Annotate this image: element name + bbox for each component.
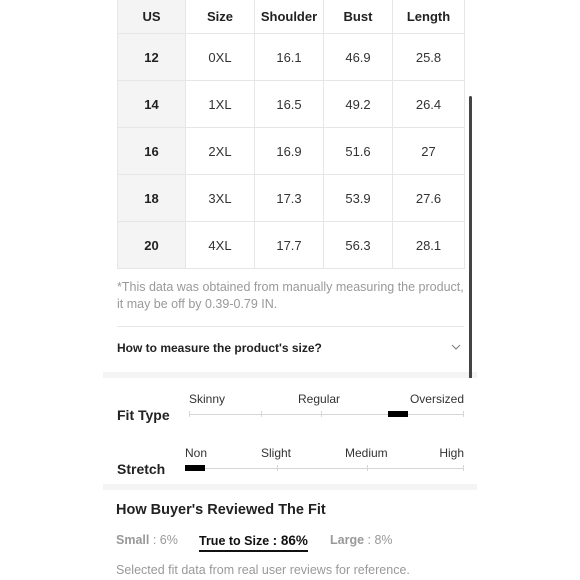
- cell-size: 4XL: [186, 222, 255, 269]
- cell-size: 1XL: [186, 81, 255, 128]
- cell-length: 27: [393, 128, 465, 175]
- stretch-option-high: High: [439, 446, 464, 460]
- chevron-down-icon: [450, 341, 462, 353]
- stretch-option-medium: Medium: [345, 446, 388, 460]
- stat-small: [116, 533, 178, 547]
- measurement-disclaimer: *This data was obtained from manually measuring the product, it may be off by 0.39-0.79 IN.: [117, 280, 464, 311]
- fit-review-panel: [103, 490, 477, 580]
- cell-us: 20: [118, 222, 186, 269]
- cell-bust: 51.6: [324, 128, 393, 175]
- cell-us: 12: [118, 34, 186, 81]
- cell-bust: 46.9: [324, 34, 393, 81]
- stat-true-to-size-value: : 86%: [272, 533, 308, 548]
- track-tick: [367, 465, 368, 471]
- stat-large-label: Large: [330, 533, 365, 547]
- fit-option-skinny: Skinny: [189, 392, 226, 406]
- cell-shoulder: 16.1: [255, 34, 324, 81]
- cell-shoulder: 17.7: [255, 222, 324, 269]
- review-title: How Buyer's Reviewed The Fit: [116, 502, 326, 518]
- cell-shoulder: 16.5: [255, 81, 324, 128]
- cell-us: 16: [118, 128, 186, 175]
- cell-length: 28.1: [393, 222, 465, 269]
- fit-type-indicator: [388, 411, 408, 417]
- cell-length: 27.6: [393, 175, 465, 222]
- cell-size: 3XL: [186, 175, 255, 222]
- stat-large-value: : 8%: [367, 533, 393, 547]
- fit-panel: [103, 378, 477, 484]
- fit-option-regular: Regular: [298, 392, 341, 406]
- cell-length: 26.4: [393, 81, 465, 128]
- track-tick: [277, 465, 278, 471]
- cell-size: 0XL: [186, 34, 255, 81]
- table-row: [118, 222, 465, 269]
- column-header-bust: Bust: [324, 0, 393, 34]
- column-header-us: US: [118, 0, 186, 34]
- cell-us: 18: [118, 175, 186, 222]
- size-table: [117, 0, 465, 269]
- scrollbar[interactable]: [469, 96, 472, 402]
- table-row: [118, 128, 465, 175]
- table-row: [118, 81, 465, 128]
- fit-type-label: Fit Type: [117, 407, 170, 423]
- stat-large: [330, 533, 393, 547]
- track-tick: [463, 465, 464, 471]
- track-tick: [463, 411, 464, 417]
- track-tick: [261, 411, 262, 417]
- cell-us: 14: [118, 81, 186, 128]
- stretch-indicator: [185, 465, 205, 471]
- column-header-size: Size: [186, 0, 255, 34]
- table-row: [118, 34, 465, 81]
- how-to-measure-label: How to measure the product's size?: [117, 341, 322, 355]
- size-chart-panel: [103, 0, 477, 372]
- cell-shoulder: 17.3: [255, 175, 324, 222]
- column-header-shoulder: Shoulder: [255, 0, 324, 34]
- track-tick: [189, 411, 190, 417]
- stretch-track: [185, 468, 464, 469]
- stat-small-label: Small: [116, 533, 150, 547]
- fit-review-stats: [116, 533, 466, 555]
- cell-size: 2XL: [186, 128, 255, 175]
- stretch-option-slight: Slight: [261, 446, 292, 460]
- cell-shoulder: 16.9: [255, 128, 324, 175]
- how-to-measure-toggle[interactable]: [117, 338, 464, 360]
- cell-bust: 53.9: [324, 175, 393, 222]
- stretch-option-non: Non: [185, 446, 208, 460]
- stat-small-value: : 6%: [152, 533, 178, 547]
- fit-option-oversized: Oversized: [409, 392, 464, 406]
- divider: [117, 326, 464, 327]
- column-header-length: Length: [393, 0, 465, 34]
- stat-true-to-size: [199, 533, 308, 552]
- cell-bust: 56.3: [324, 222, 393, 269]
- cell-length: 25.8: [393, 34, 465, 81]
- table-header-row: [118, 0, 465, 34]
- fit-type-scale: [117, 390, 464, 438]
- fit-type-track: [189, 414, 464, 415]
- table-row: [118, 175, 465, 222]
- review-footnote: Selected fit data from real user reviews for reference.: [116, 563, 410, 577]
- stretch-scale: [117, 444, 464, 492]
- track-tick: [321, 411, 322, 417]
- stretch-label: Stretch: [117, 461, 166, 477]
- stat-true-to-size-label: True to Size: [199, 534, 270, 548]
- cell-bust: 49.2: [324, 81, 393, 128]
